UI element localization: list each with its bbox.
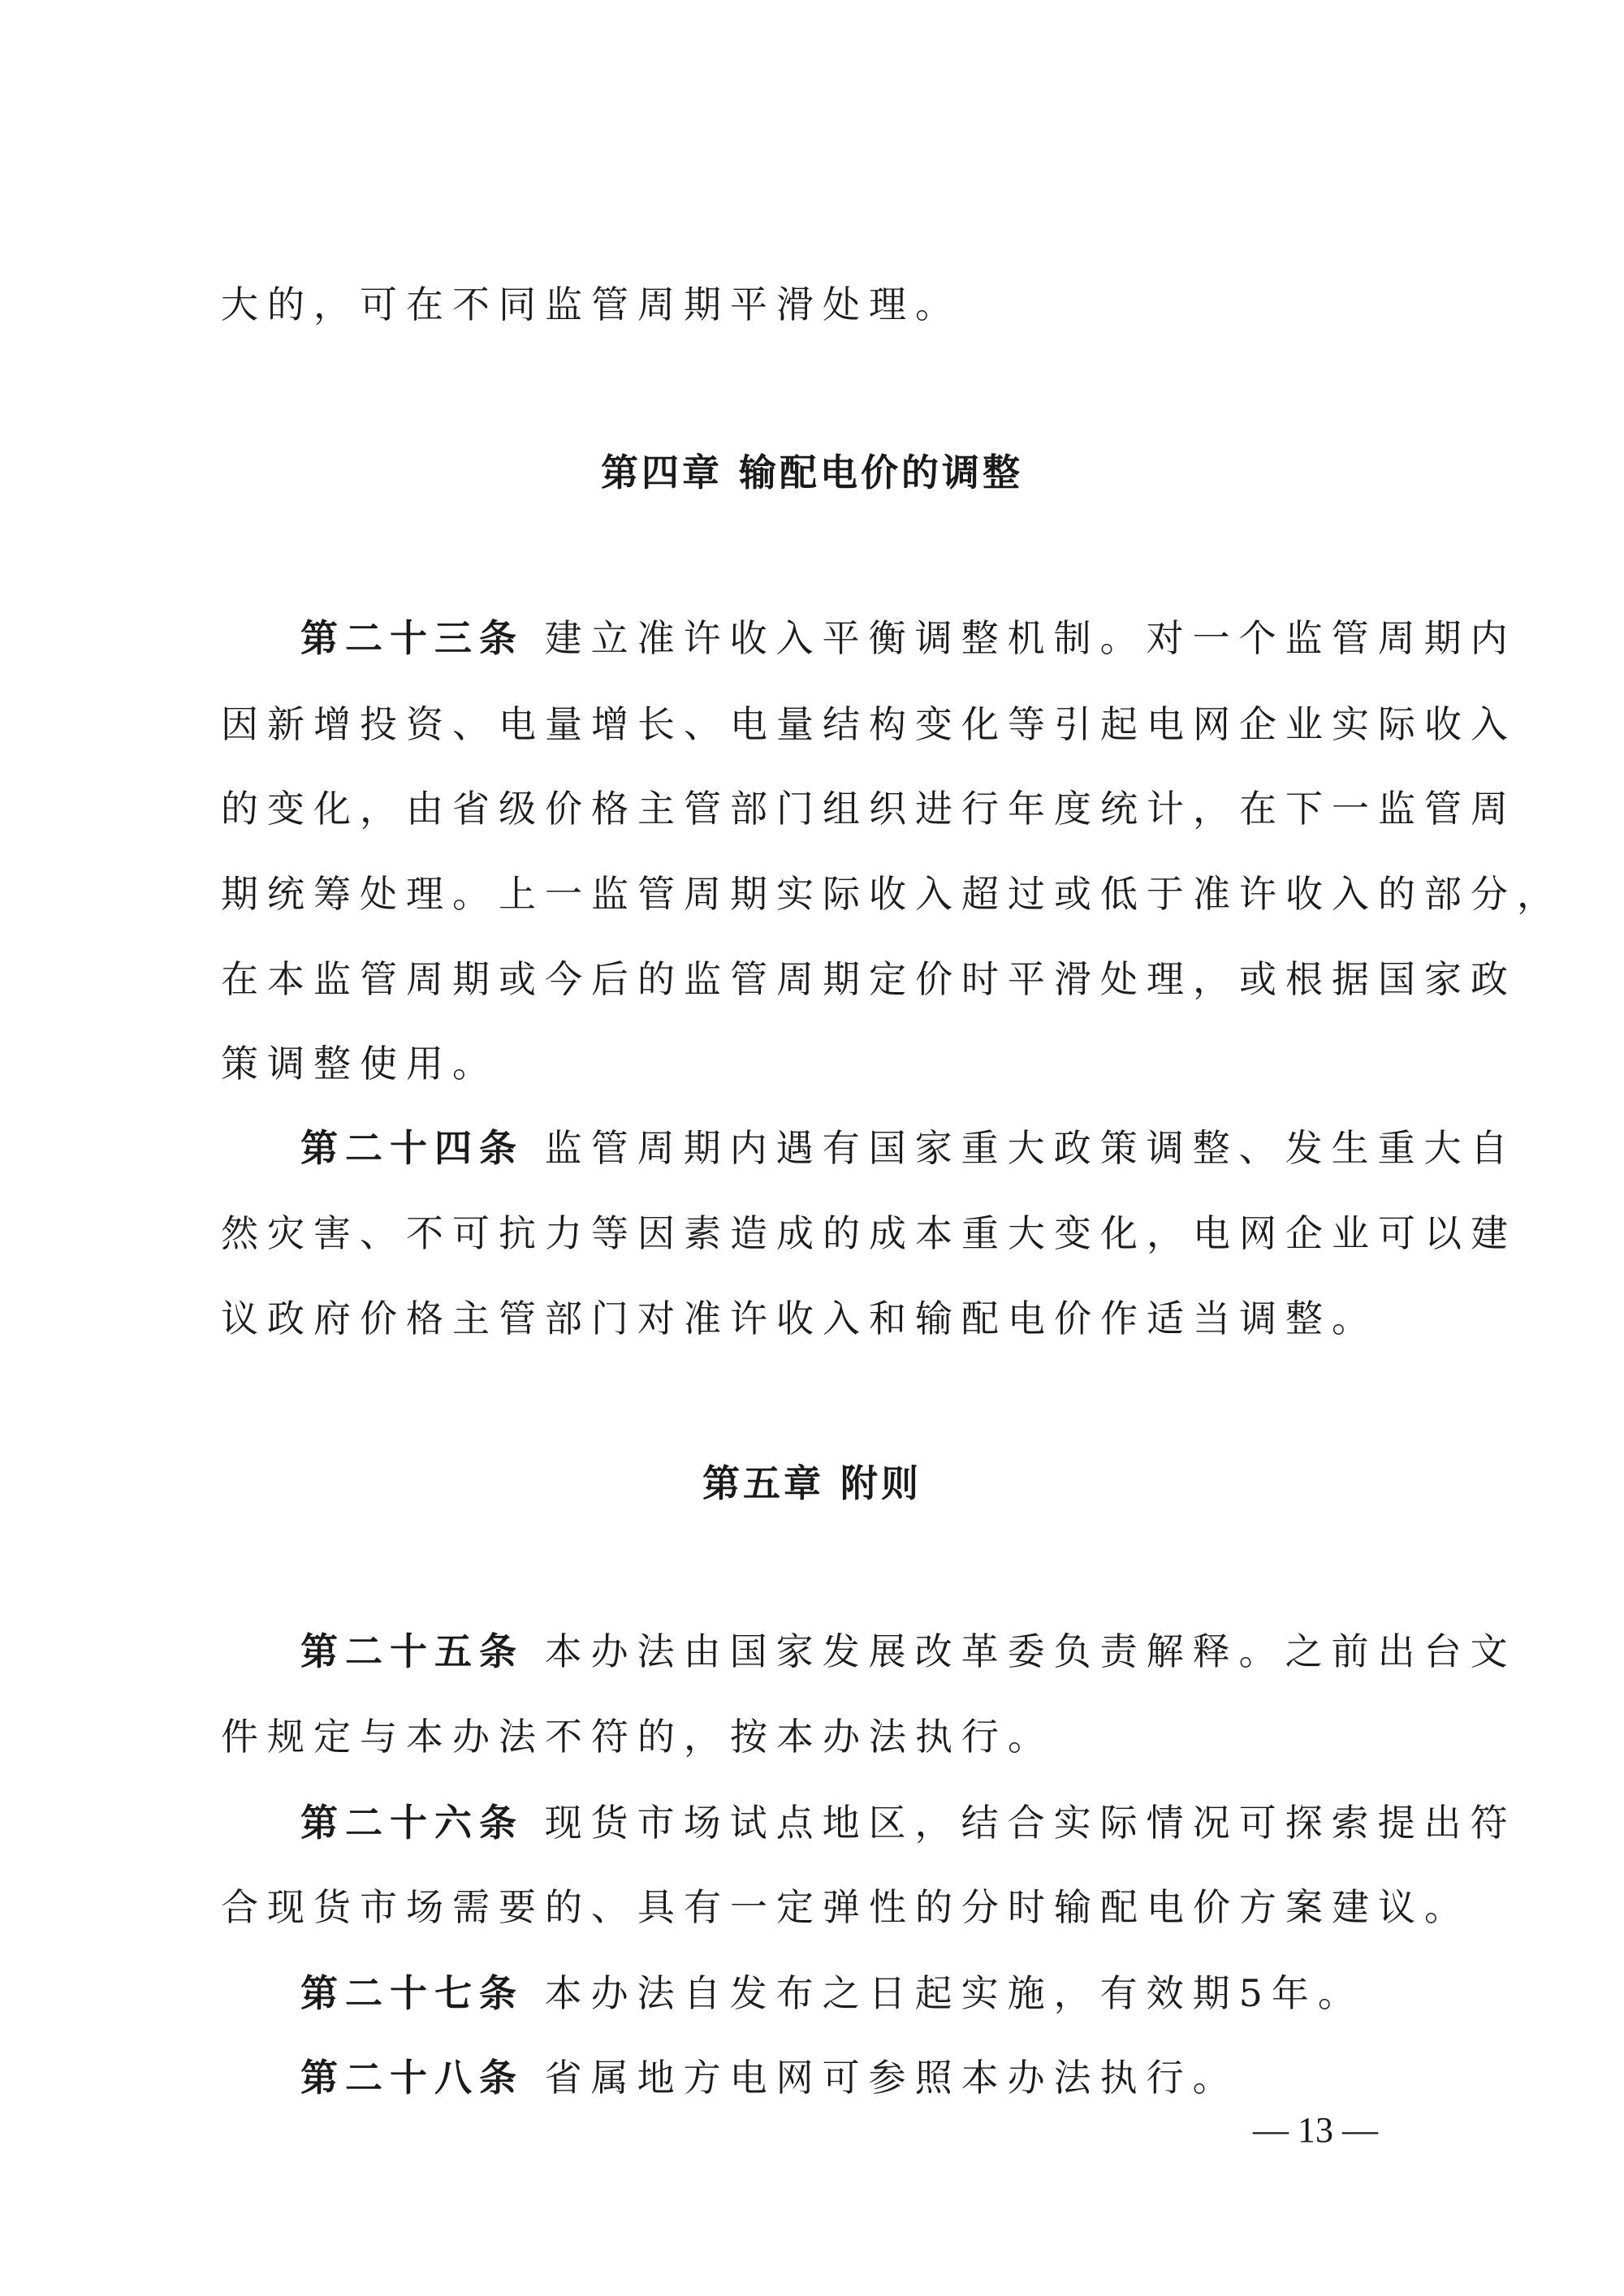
article-28-label: 第二十八条 <box>300 2056 524 2100</box>
article-26-first-line <box>300 1798 1517 1847</box>
article-24-text: 监管周期内遇有国家重大政策调整、发生重大自 <box>544 1126 1517 1170</box>
article-23-label: 第二十三条 <box>300 616 524 660</box>
article-23-first-line <box>300 614 1517 662</box>
body-text-line: 的变化，由省级价格主管部门组织进行年度统计，在下一监管周 <box>221 787 1517 831</box>
article-27-text: 本办法自发布之日起实施，有效期5年。 <box>544 1971 1364 2015</box>
article-26-text: 现货市场试点地区，结合实际情况可探索提出符 <box>544 1801 1517 1845</box>
body-text-line: 件规定与本办法不符的，按本办法执行。 <box>221 1715 1054 1759</box>
body-text-line: 在本监管周期或今后的监管周期定价时平滑处理，或根据国家政 <box>221 957 1517 1001</box>
body-text-line: 然灾害、不可抗力等因素造成的成本重大变化，电网企业可以建 <box>221 1211 1517 1255</box>
article-24-label: 第二十四条 <box>300 1126 524 1170</box>
body-text-line: 策调整使用。 <box>221 1042 499 1085</box>
chapter-4-heading: 第四章 输配电价的调整 <box>600 451 1023 494</box>
article-25-text: 本办法由国家发展改革委负责解释。之前出台文 <box>544 1629 1517 1673</box>
page-number: — 13 — <box>1253 2110 1378 2150</box>
body-text-line: 大的，可在不同监管周期平滑处理。 <box>221 283 961 326</box>
chapter-5-heading: 第五章 附则 <box>702 1461 922 1505</box>
article-27-label: 第二十七条 <box>300 1971 524 2015</box>
article-23-text: 建立准许收入平衡调整机制。对一个监管周期内 <box>544 616 1517 660</box>
article-28-line <box>300 2053 1239 2102</box>
article-25-first-line <box>300 1627 1517 1676</box>
body-text-line: 期统筹处理。上一监管周期实际收入超过或低于准许收入的部分， <box>221 872 1563 916</box>
article-27-line <box>300 1969 1364 2018</box>
body-text-line: 合现货市场需要的、具有一定弹性的分时输配电价方案建议。 <box>221 1885 1471 1929</box>
article-26-label: 第二十六条 <box>300 1801 524 1845</box>
article-28-text: 省属地方电网可参照本办法执行。 <box>544 2056 1239 2100</box>
article-25-label: 第二十五条 <box>300 1629 524 1673</box>
body-text-line: 议政府价格主管部门对准许收入和输配电价作适当调整。 <box>221 1297 1378 1340</box>
article-24-first-line <box>300 1124 1517 1172</box>
body-text-line: 因新增投资、电量增长、电量结构变化等引起电网企业实际收入 <box>221 702 1517 746</box>
